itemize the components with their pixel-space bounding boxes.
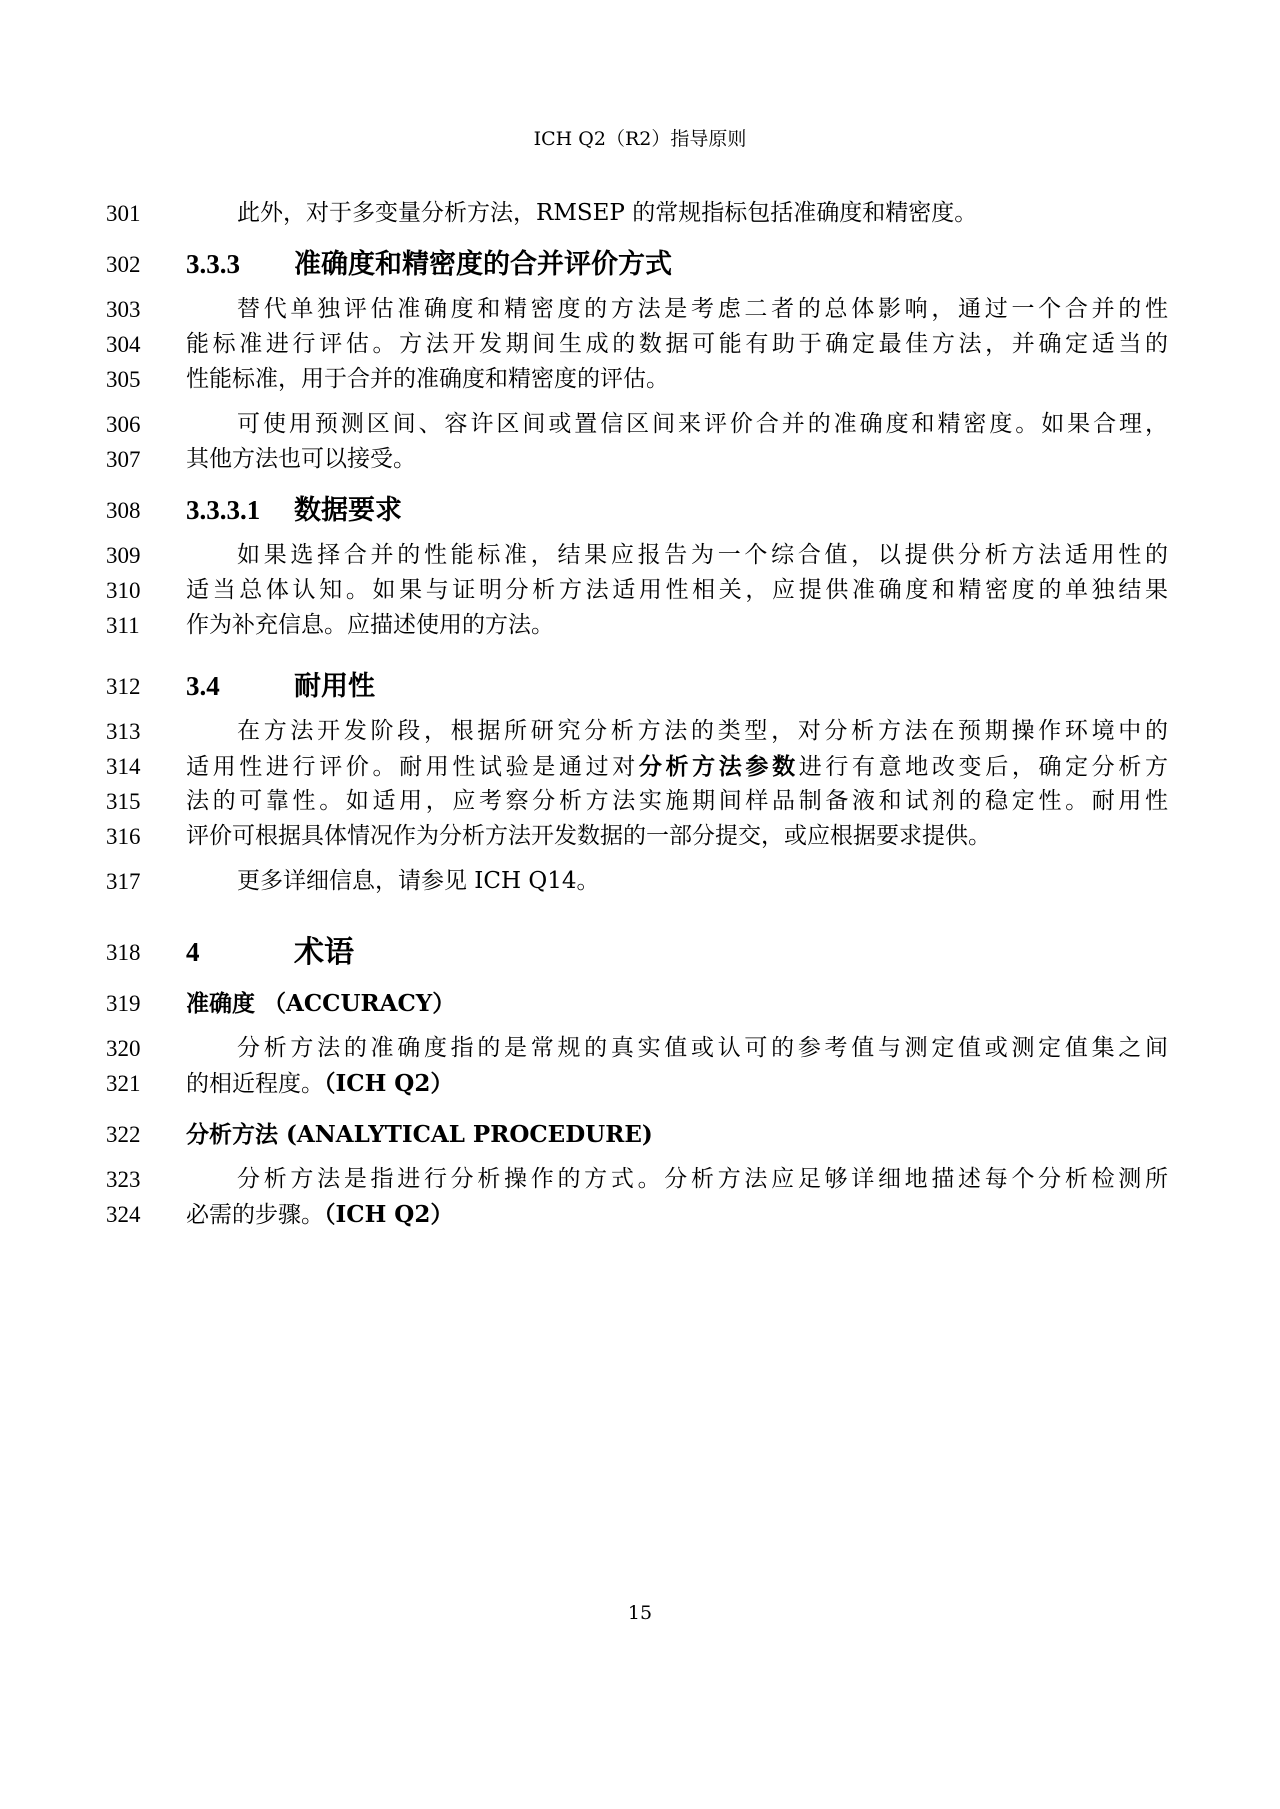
section-number: 3.3.3.1 [186,495,261,525]
paragraph-text: 其他方法也可以接受。 [186,446,416,472]
paragraph-text: 评价可根据具体情况作为分析方法开发数据的一部分提交，或应根据要求提供。 [186,823,991,849]
text-line [0,292,1280,327]
text-line [0,864,1280,899]
line-number: 310 [106,578,141,603]
line-number: 316 [106,824,141,849]
text-run: 进行有意地改变后，确定分析方 [798,754,1169,780]
text-line [0,749,1280,784]
line-number: 321 [106,1071,141,1096]
section-number: 3.3.3 [186,249,240,279]
paragraph-text: 在方法开发阶段，根据所研究分析方法的类型，对分析方法在预期操作环境中的 [237,718,1168,744]
text-line [0,327,1280,362]
text-line [0,608,1280,643]
document-body [0,196,1280,1232]
term-title: 分析方法 (ANALYTICAL PROCEDURE) [186,1121,653,1148]
text-line [0,714,1280,749]
paragraph-text [186,749,1168,785]
text-run: 必需的步骤。 [186,1202,324,1228]
text-line [0,1066,1280,1101]
line-number: 315 [106,789,141,814]
paragraph-text [186,1066,1168,1102]
line-number: 303 [106,297,141,322]
line-number: 322 [106,1122,141,1147]
paragraph-text: 可使用预测区间、容许区间或置信区间来评价合并的准确度和精密度。如果合理， [237,411,1168,437]
line-number: 318 [106,940,141,965]
line-number: 317 [106,869,141,894]
line-number: 320 [106,1036,141,1061]
chapter-heading [0,935,1280,970]
running-header: ICH Q2（R2）指导原则 [533,128,747,150]
line-number: 323 [106,1167,141,1192]
text-line [0,784,1280,819]
line-number: 312 [106,674,141,699]
line-number: 309 [106,543,141,568]
reference-tag: （ICH Q2） [324,1201,454,1228]
section-heading [0,493,1280,528]
paragraph-text: 分析方法的准确度指的是常规的真实值或认可的参考值与测定值或测定值集之间 [237,1035,1168,1061]
paragraph-text: 替代单独评估准确度和精密度的方法是考虑二者的总体影响，通过一个合并的性 [237,296,1168,322]
text-line [0,573,1280,608]
glossary-term: 分析方法参数 [638,753,799,780]
chapter-number: 4 [186,937,200,967]
paragraph-text: 分析方法是指进行分析操作的方式。分析方法应足够详细地描述每个分析检测所 [237,1166,1168,1192]
reference-tag: （ICH Q2） [324,1070,454,1097]
term-heading [0,1117,1280,1152]
text-line [0,196,1280,231]
text-run: 的相近程度。 [186,1071,324,1097]
section-heading [0,247,1280,282]
text-line [0,407,1280,442]
paragraph-text [186,1197,1168,1233]
term-heading [0,986,1280,1021]
text-line [0,1031,1280,1066]
paragraph-text: 更多详细信息，请参见 ICH Q14。 [237,868,600,894]
text-run: 适用性进行评价。耐用性试验是通过对 [186,754,639,780]
line-number: 301 [106,201,141,226]
paragraph-text: 此外，对于多变量分析方法，RMSEP 的常规指标包括准确度和精密度。 [237,200,978,226]
line-number: 305 [106,367,141,392]
text-line [0,538,1280,573]
section-title: 数据要求 [294,495,402,526]
paragraph-text: 如果选择合并的性能标准，结果应报告为一个综合值，以提供分析方法适用性的 [237,542,1168,568]
line-number: 313 [106,719,141,744]
line-number: 302 [106,252,141,277]
text-line [0,1162,1280,1197]
page-number: 15 [627,1602,653,1624]
paragraph-text: 适当总体认知。如果与证明分析方法适用性相关，应提供准确度和精密度的单独结果 [186,577,1168,603]
section-title: 耐用性 [294,671,375,702]
line-number: 314 [106,754,141,779]
paragraph-text: 法的可靠性。如适用，应考察分析方法实施期间样品制备液和试剂的稳定性。耐用性 [186,788,1168,814]
term-title: 准确度 （ACCURACY） [186,990,456,1017]
text-line [0,1197,1280,1232]
section-title: 准确度和精密度的合并评价方式 [294,249,672,280]
paragraph-text: 能标准进行评估。方法开发期间生成的数据可能有助于确定最佳方法，并确定适当的 [186,331,1168,357]
text-line [0,442,1280,477]
text-line [0,362,1280,397]
line-number: 306 [106,412,141,437]
line-number: 324 [106,1202,141,1227]
section-number: 3.4 [186,671,220,701]
line-number: 311 [106,613,140,638]
line-number: 307 [106,447,141,472]
line-number: 304 [106,332,141,357]
text-line [0,819,1280,854]
line-number: 319 [106,991,141,1016]
chapter-title: 术语 [294,935,354,970]
paragraph-text: 作为补充信息。应描述使用的方法。 [186,612,554,638]
section-heading [0,669,1280,704]
line-number: 308 [106,498,141,523]
paragraph-text: 性能标准，用于合并的准确度和精密度的评估。 [186,366,669,392]
